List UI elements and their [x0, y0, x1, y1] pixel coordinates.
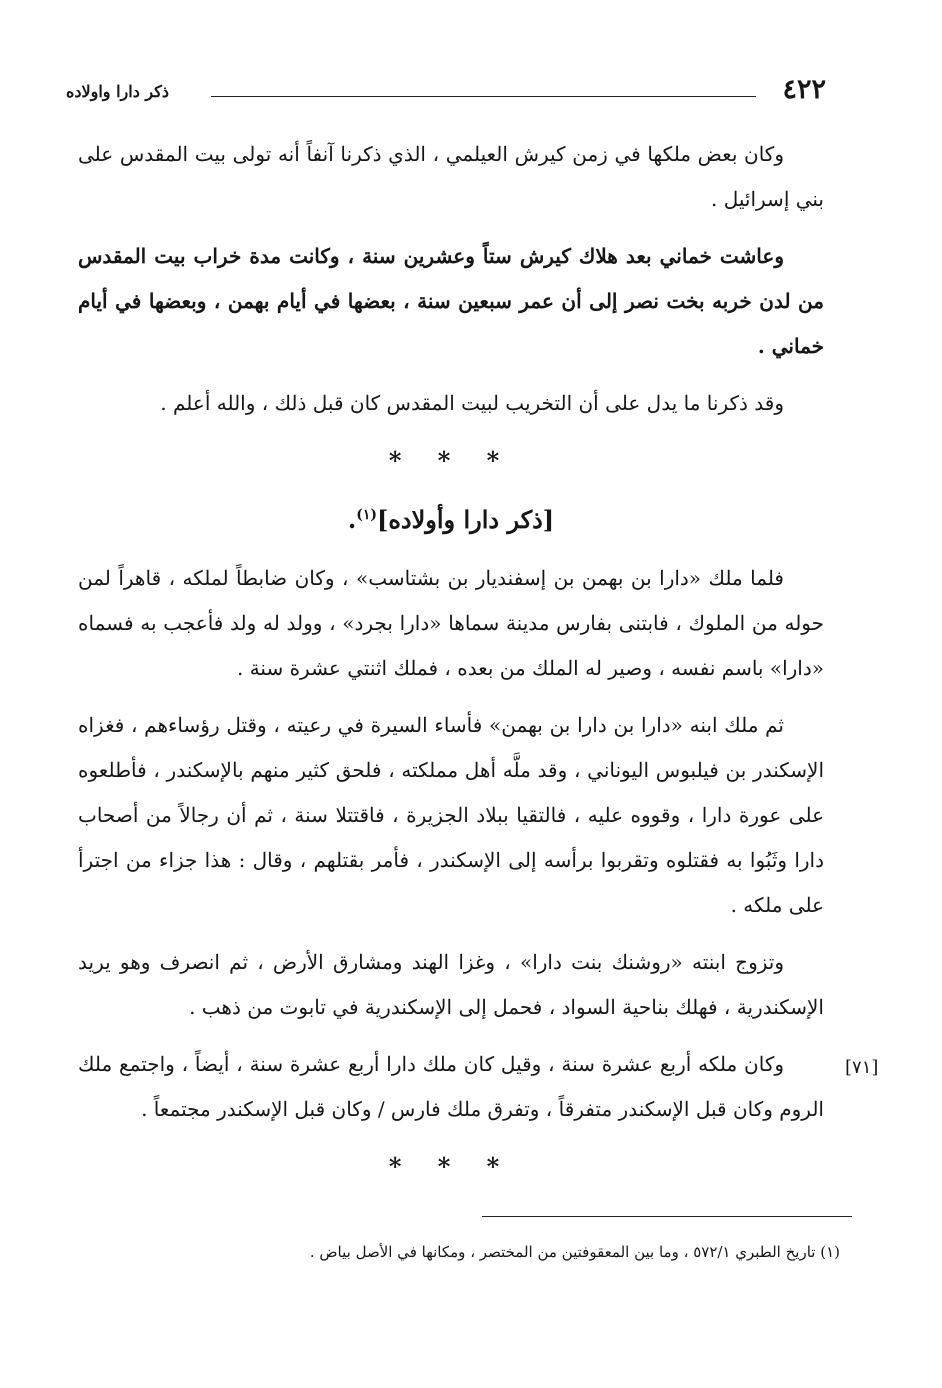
section-title-text: [ذكر دارا وأولاده] — [376, 505, 555, 534]
footnote-marker: (١) — [356, 507, 377, 523]
paragraph-5: ثم ملك ابنه «دارا بن دارا بن بهمن» فأساء السيرة في رعيته ، وقتل رؤساءهم ، فغزاه الإسكندر بن فيلبوس اليوناني ، وقد ملَّه أهل مملكته ، فلحق كثير منهم بالإسكندر ، فأطلعوه على عورة دارا ، وقووه عليه ، فالتقيا ببلاد الجزيرة ، فاقتتلا سنة ، ثم أن رجالاً من أصحاب دارا وثَبُوا به فقتلوه وتقربوا برأسه إلى الإسكندر ، فأمر بقتلهم ، وقال : هذا جزاء من اجترأ على ملكه . — [78, 713, 824, 917]
footnote-rule — [482, 1216, 852, 1217]
end-divider-stars: * * * — [388, 1152, 514, 1181]
header-rule — [211, 96, 756, 97]
paragraph-6: وتزوج ابنته «روشنك بنت دارا» ، وغزا الهند ومشارق الأرض ، ثم انصرف وهو يريد الإسكندرية ، فهلك بناحية السواد ، فحمل إلى الإسكندرية في تابوت من ذهب . — [78, 950, 824, 1019]
page-number: ٤٢٢ — [782, 74, 826, 105]
paragraph-3: وقد ذكرنا ما يدل على أن التخريب لبيت المقدس كان قبل ذلك ، والله أعلم . — [160, 391, 784, 415]
page-header — [66, 70, 826, 110]
margin-folio-reference: [٧١] — [845, 1057, 879, 1078]
section-title-period: . — [347, 505, 357, 534]
paragraph-2: وعاشت خماني بعد هلاك كيرش ستاً وعشرين سنة ، وكانت مدة خراب بيت المقدس من لدن خربه بخت نصر إلى أن عمر سبعين سنة ، بعضها في أيام بهمن ، وبعضها في أيام خماني . — [78, 244, 824, 358]
paragraph-1: وكان بعض ملكها في زمن كيرش العيلمي ، الذي ذكرنا آنفاً أنه تولى بيت المقدس على بني إسرائيل . — [78, 142, 824, 211]
body-text — [78, 132, 824, 1199]
footnote: (١) تاريخ الطبري ٥٧٢/١ ، وما بين المعقوفتين من المختصر ، ومكانها في الأصل بياض . — [309, 1243, 840, 1261]
section-divider-stars: * * * — [388, 446, 514, 475]
running-title: ذكر دارا واولاده — [66, 82, 169, 101]
paragraph-4: فلما ملك «دارا بن بهمن بن إسفنديار بن بشتاسب» ، وكان ضابطاً لملكه ، قاهراً لمن حوله من الملوك ، فابتنى بفارس مدينة سماها «دارا بجرد» ، وولد له ولد فأعجب به فسماه «دارا» باسم نفسه ، وصير له الملك من بعده ، فملك اثنتي عشرة سنة . — [78, 566, 824, 680]
paragraph-7: وكان ملكه أربع عشرة سنة ، وقيل كان ملك دارا أربع عشرة سنة ، أيضاً ، واجتمع ملك الروم وكان قبل الإسكندر متفرقاً ، وتفرق ملك فارس / وكان قبل الإسكندر مجتمعاً . — [78, 1052, 824, 1121]
section-title — [78, 493, 824, 542]
